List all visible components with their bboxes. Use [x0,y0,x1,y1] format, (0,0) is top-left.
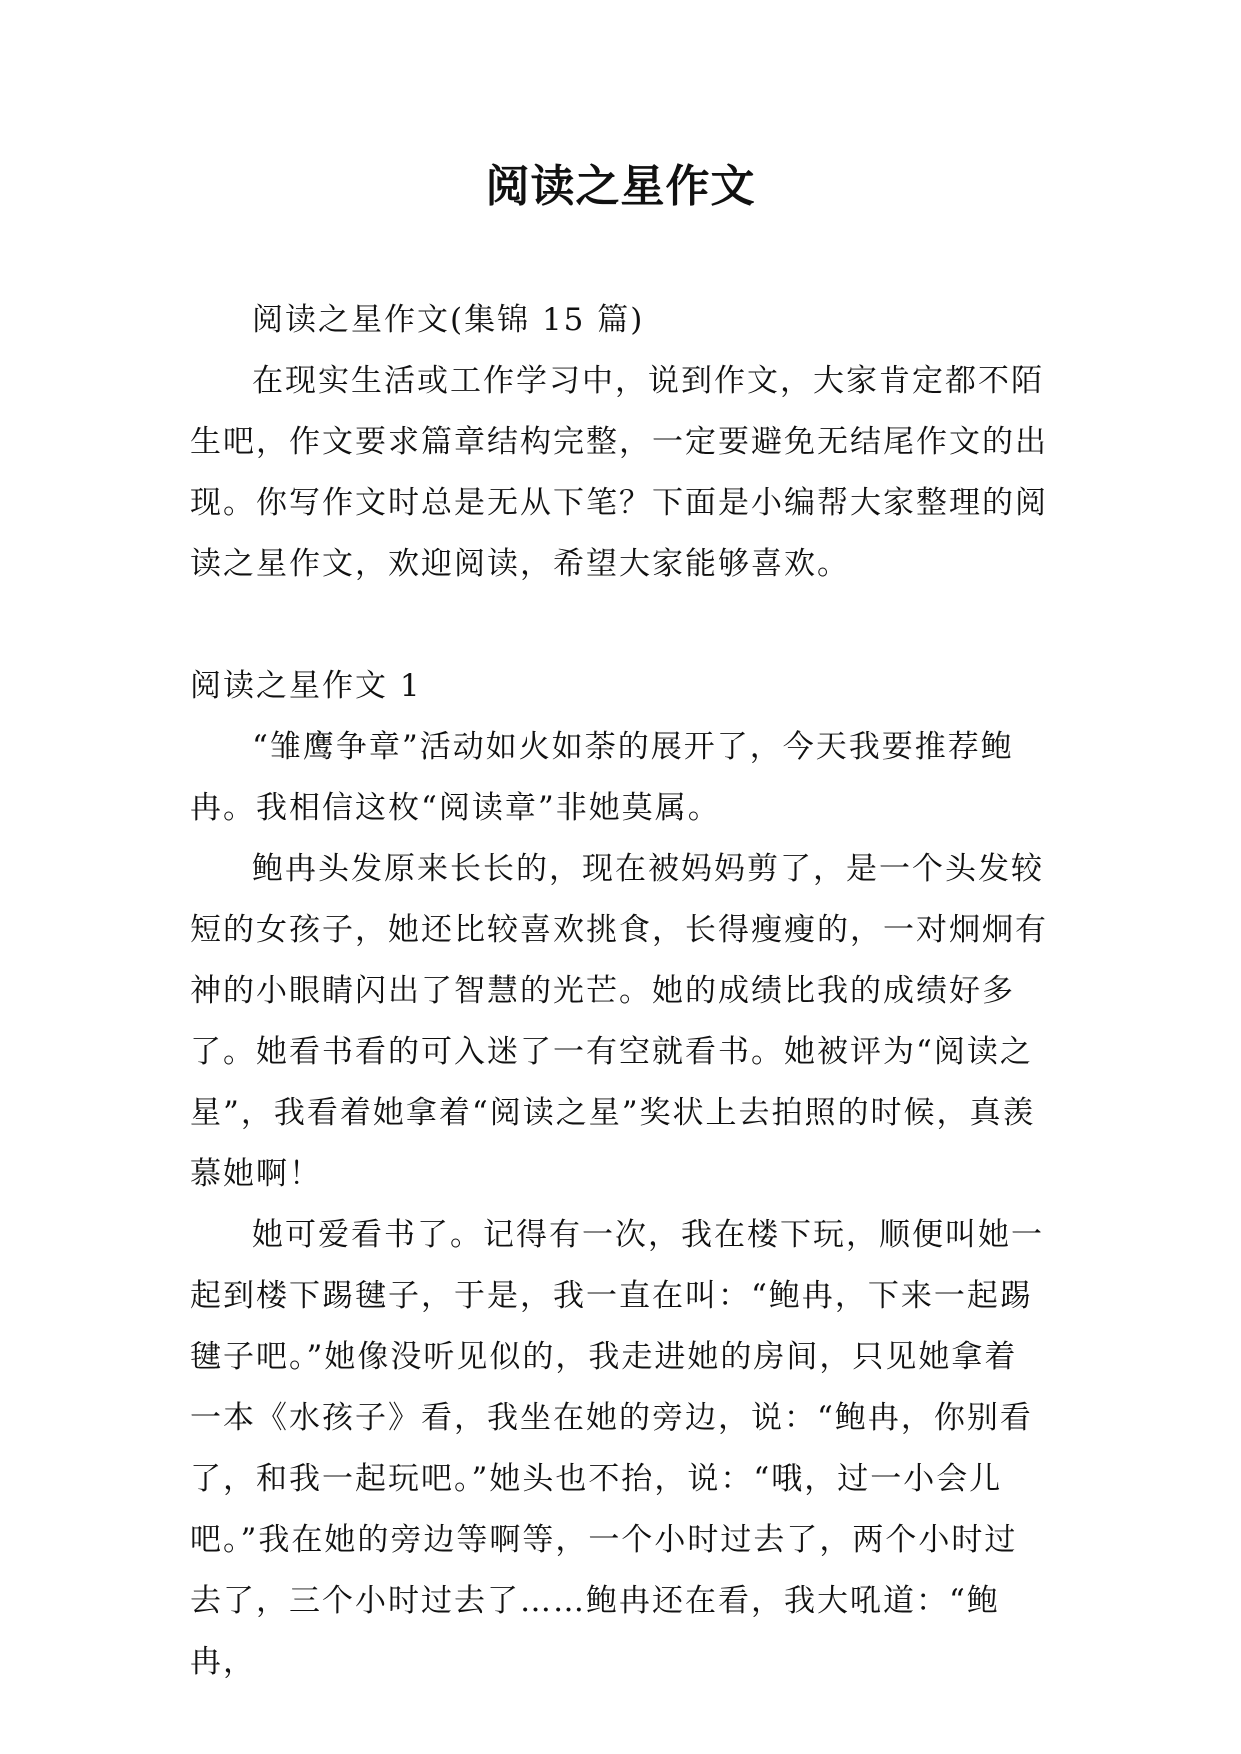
document-subtitle: 阅读之星作文(集锦 15 篇) [252,302,645,338]
section-heading: 阅读之星作文 1 [190,668,422,704]
body-paragraph: 她可爱看书了。记得有一次，我在楼下玩，顺便叫她一起到楼下踢毽子，于是，我一直在叫：“鲍冉，下来一起踢毽子吧。”她像没听见似的，我走进她的房间，只见她拿着一本《水孩子》看，我坐在她的旁边，说：“鲍冉，你别看了，和我一起玩吧。”她头也不抬，说：“哦，过一小会儿吧。”我在她的旁边等啊等，一个小时过去了，两个小时过去了，三个小时过去了……鲍冉还在看，我大吼道：“鲍冉， [190,1217,1044,1680]
document-body [190,290,1050,1693]
body-paragraph: 鲍冉头发原来长长的，现在被妈妈剪了，是一个头发较短的女孩子，她还比较喜欢挑食，长得瘦瘦的，一对炯炯有神的小眼睛闪出了智慧的光芒。她的成绩比我的成绩好多了。她看书看的可入迷了一有空就看书。她被评为“阅读之星”，我看着她拿着“阅读之星”奖状上去拍照的时候，真羡慕她啊！ [190,851,1048,1192]
body-paragraph: “雏鹰争章”活动如火如荼的展开了，今天我要推荐鲍冉。我相信这枚“阅读章”非她莫属。 [190,729,1014,826]
paragraph-gap [190,595,1050,656]
document-title: 阅读之星作文 [485,161,756,212]
intro-paragraph: 在现实生活或工作学习中，说到作文，大家肯定都不陌生吧，作文要求篇章结构完整，一定要避免无结尾作文的出现。你写作文时总是无从下笔？下面是小编帮大家整理的阅读之星作文，欢迎阅读，希望大家能够喜欢。 [190,363,1048,582]
